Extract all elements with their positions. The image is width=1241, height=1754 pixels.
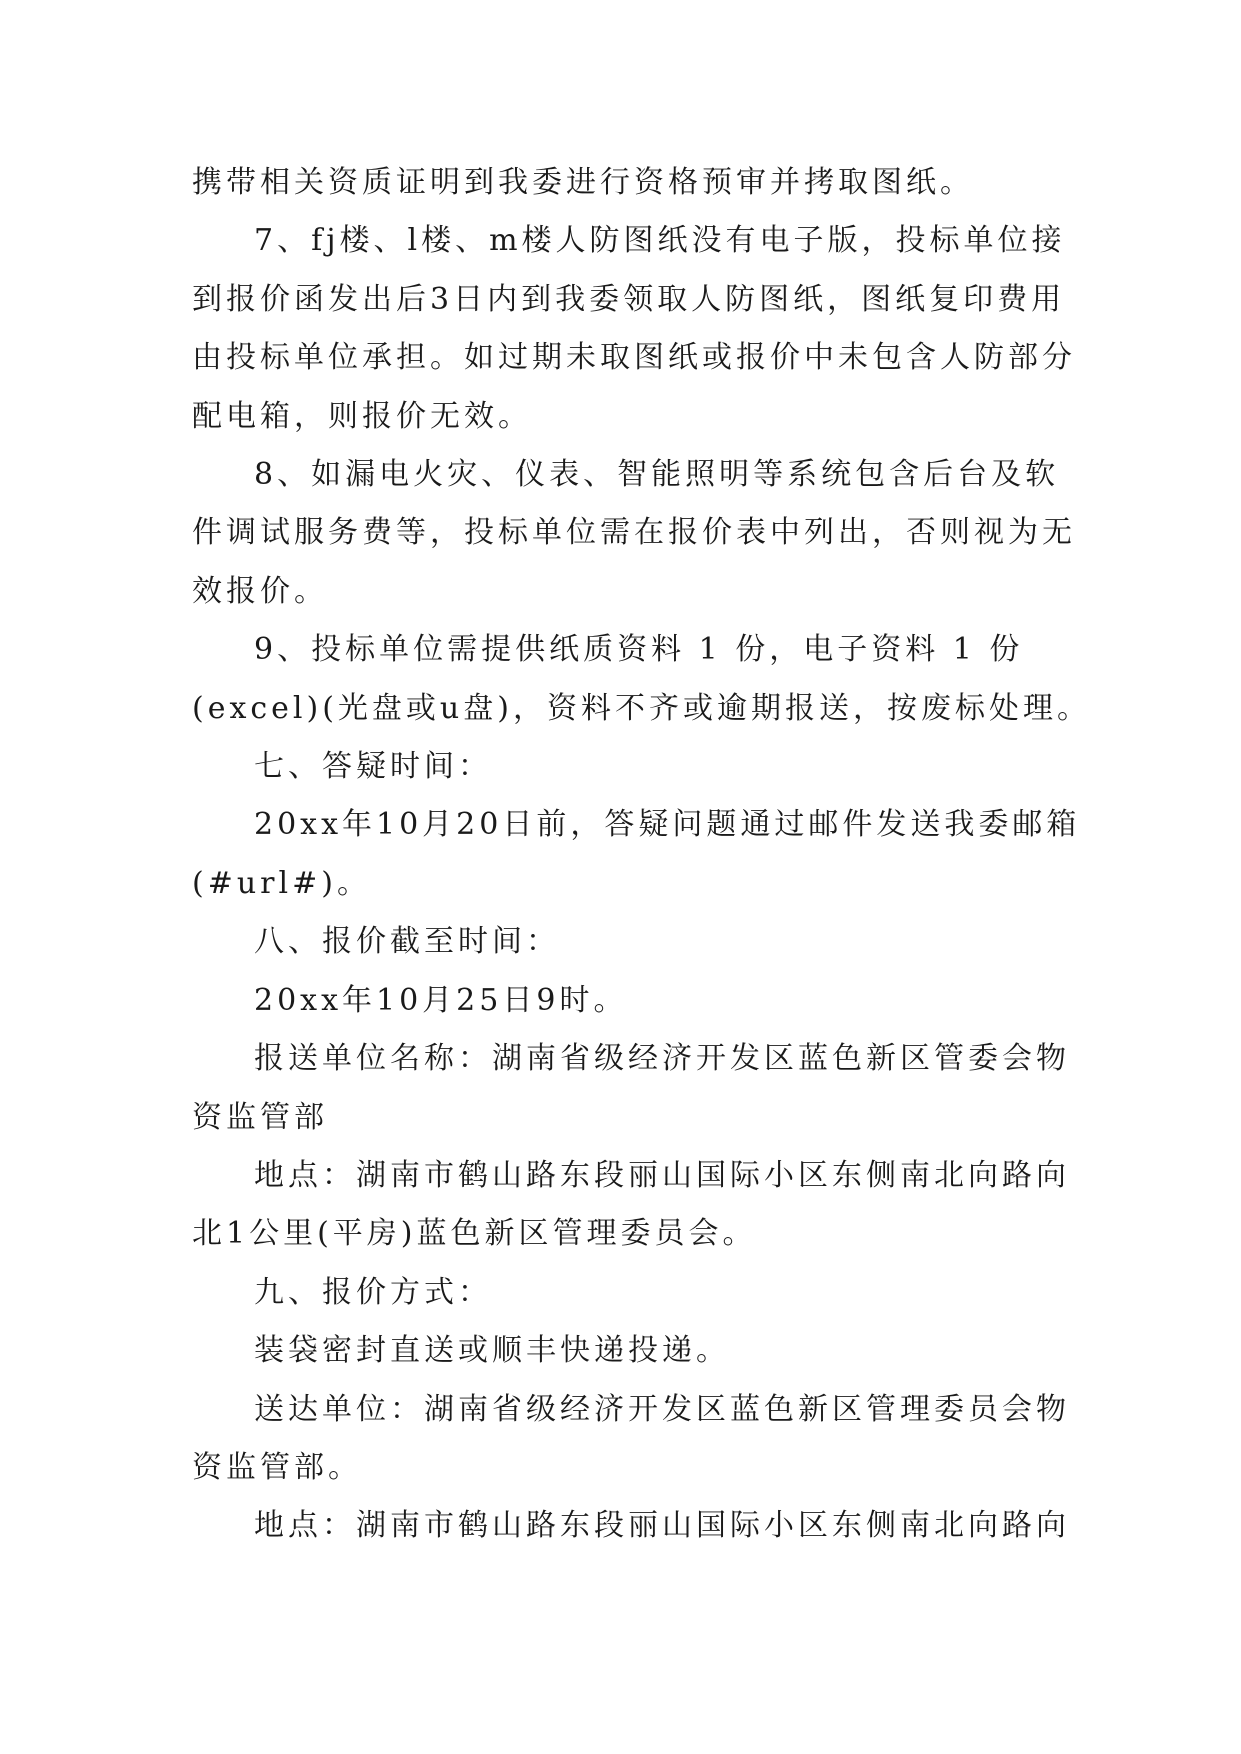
text-line: 资监管部 bbox=[192, 1099, 328, 1135]
text-line: 配电箱，则报价无效。 bbox=[192, 398, 532, 434]
text-line: 7、fj楼、l楼、m楼人防图纸没有电子版，投标单位接 bbox=[254, 223, 1066, 259]
text-line: 报送单位名称：湖南省级经济开发区蓝色新区管委会物 bbox=[254, 1041, 1070, 1077]
section-heading: 八、报价截至时间： bbox=[254, 924, 560, 960]
text-line: 到报价函发出后3日内到我委领取人防图纸，图纸复印费用 bbox=[192, 281, 1066, 317]
text-line: 资监管部。 bbox=[192, 1449, 362, 1485]
text-line: 地点：湖南市鹤山路东段丽山国际小区东侧南北向路向 bbox=[254, 1508, 1070, 1544]
document-body bbox=[192, 154, 1091, 1556]
text-line: 装袋密封直送或顺丰快递投递。 bbox=[254, 1333, 730, 1369]
text-line: 20xx年10月20日前，答疑问题通过邮件发送我委邮箱 bbox=[254, 807, 1081, 843]
text-line: 效报价。 bbox=[192, 573, 328, 609]
text-line: 携带相关资质证明到我委进行资格预审并拷取图纸。 bbox=[192, 165, 974, 200]
text-line: 件调试服务费等，投标单位需在报价表中列出，否则视为无 bbox=[192, 515, 1076, 551]
text-line: 地点：湖南市鹤山路东段丽山国际小区东侧南北向路向 bbox=[254, 1157, 1070, 1193]
section-heading: 九、报价方式： bbox=[254, 1274, 492, 1310]
text-line: (excel)(光盘或u盘)，资料不齐或逾期报送，按废标处理。 bbox=[192, 690, 1091, 726]
text-line: 由投标单位承担。如过期未取图纸或报价中未包含人防部分 bbox=[192, 340, 1076, 376]
text-line: 20xx年10月25日9时。 bbox=[254, 982, 628, 1018]
text-line: (#url#)。 bbox=[192, 865, 371, 901]
text-line: 9、投标单位需提供纸质资料 1 份，电子资料 1 份 bbox=[254, 632, 1024, 668]
text-line: 送达单位：湖南省级经济开发区蓝色新区管理委员会物 bbox=[254, 1391, 1070, 1427]
section-heading: 七、答疑时间： bbox=[254, 749, 492, 785]
text-line: 北1公里(平房)蓝色新区管理委员会。 bbox=[192, 1216, 757, 1252]
text-line: 8、如漏电火灾、仪表、智能照明等系统包含后台及软 bbox=[254, 457, 1060, 493]
